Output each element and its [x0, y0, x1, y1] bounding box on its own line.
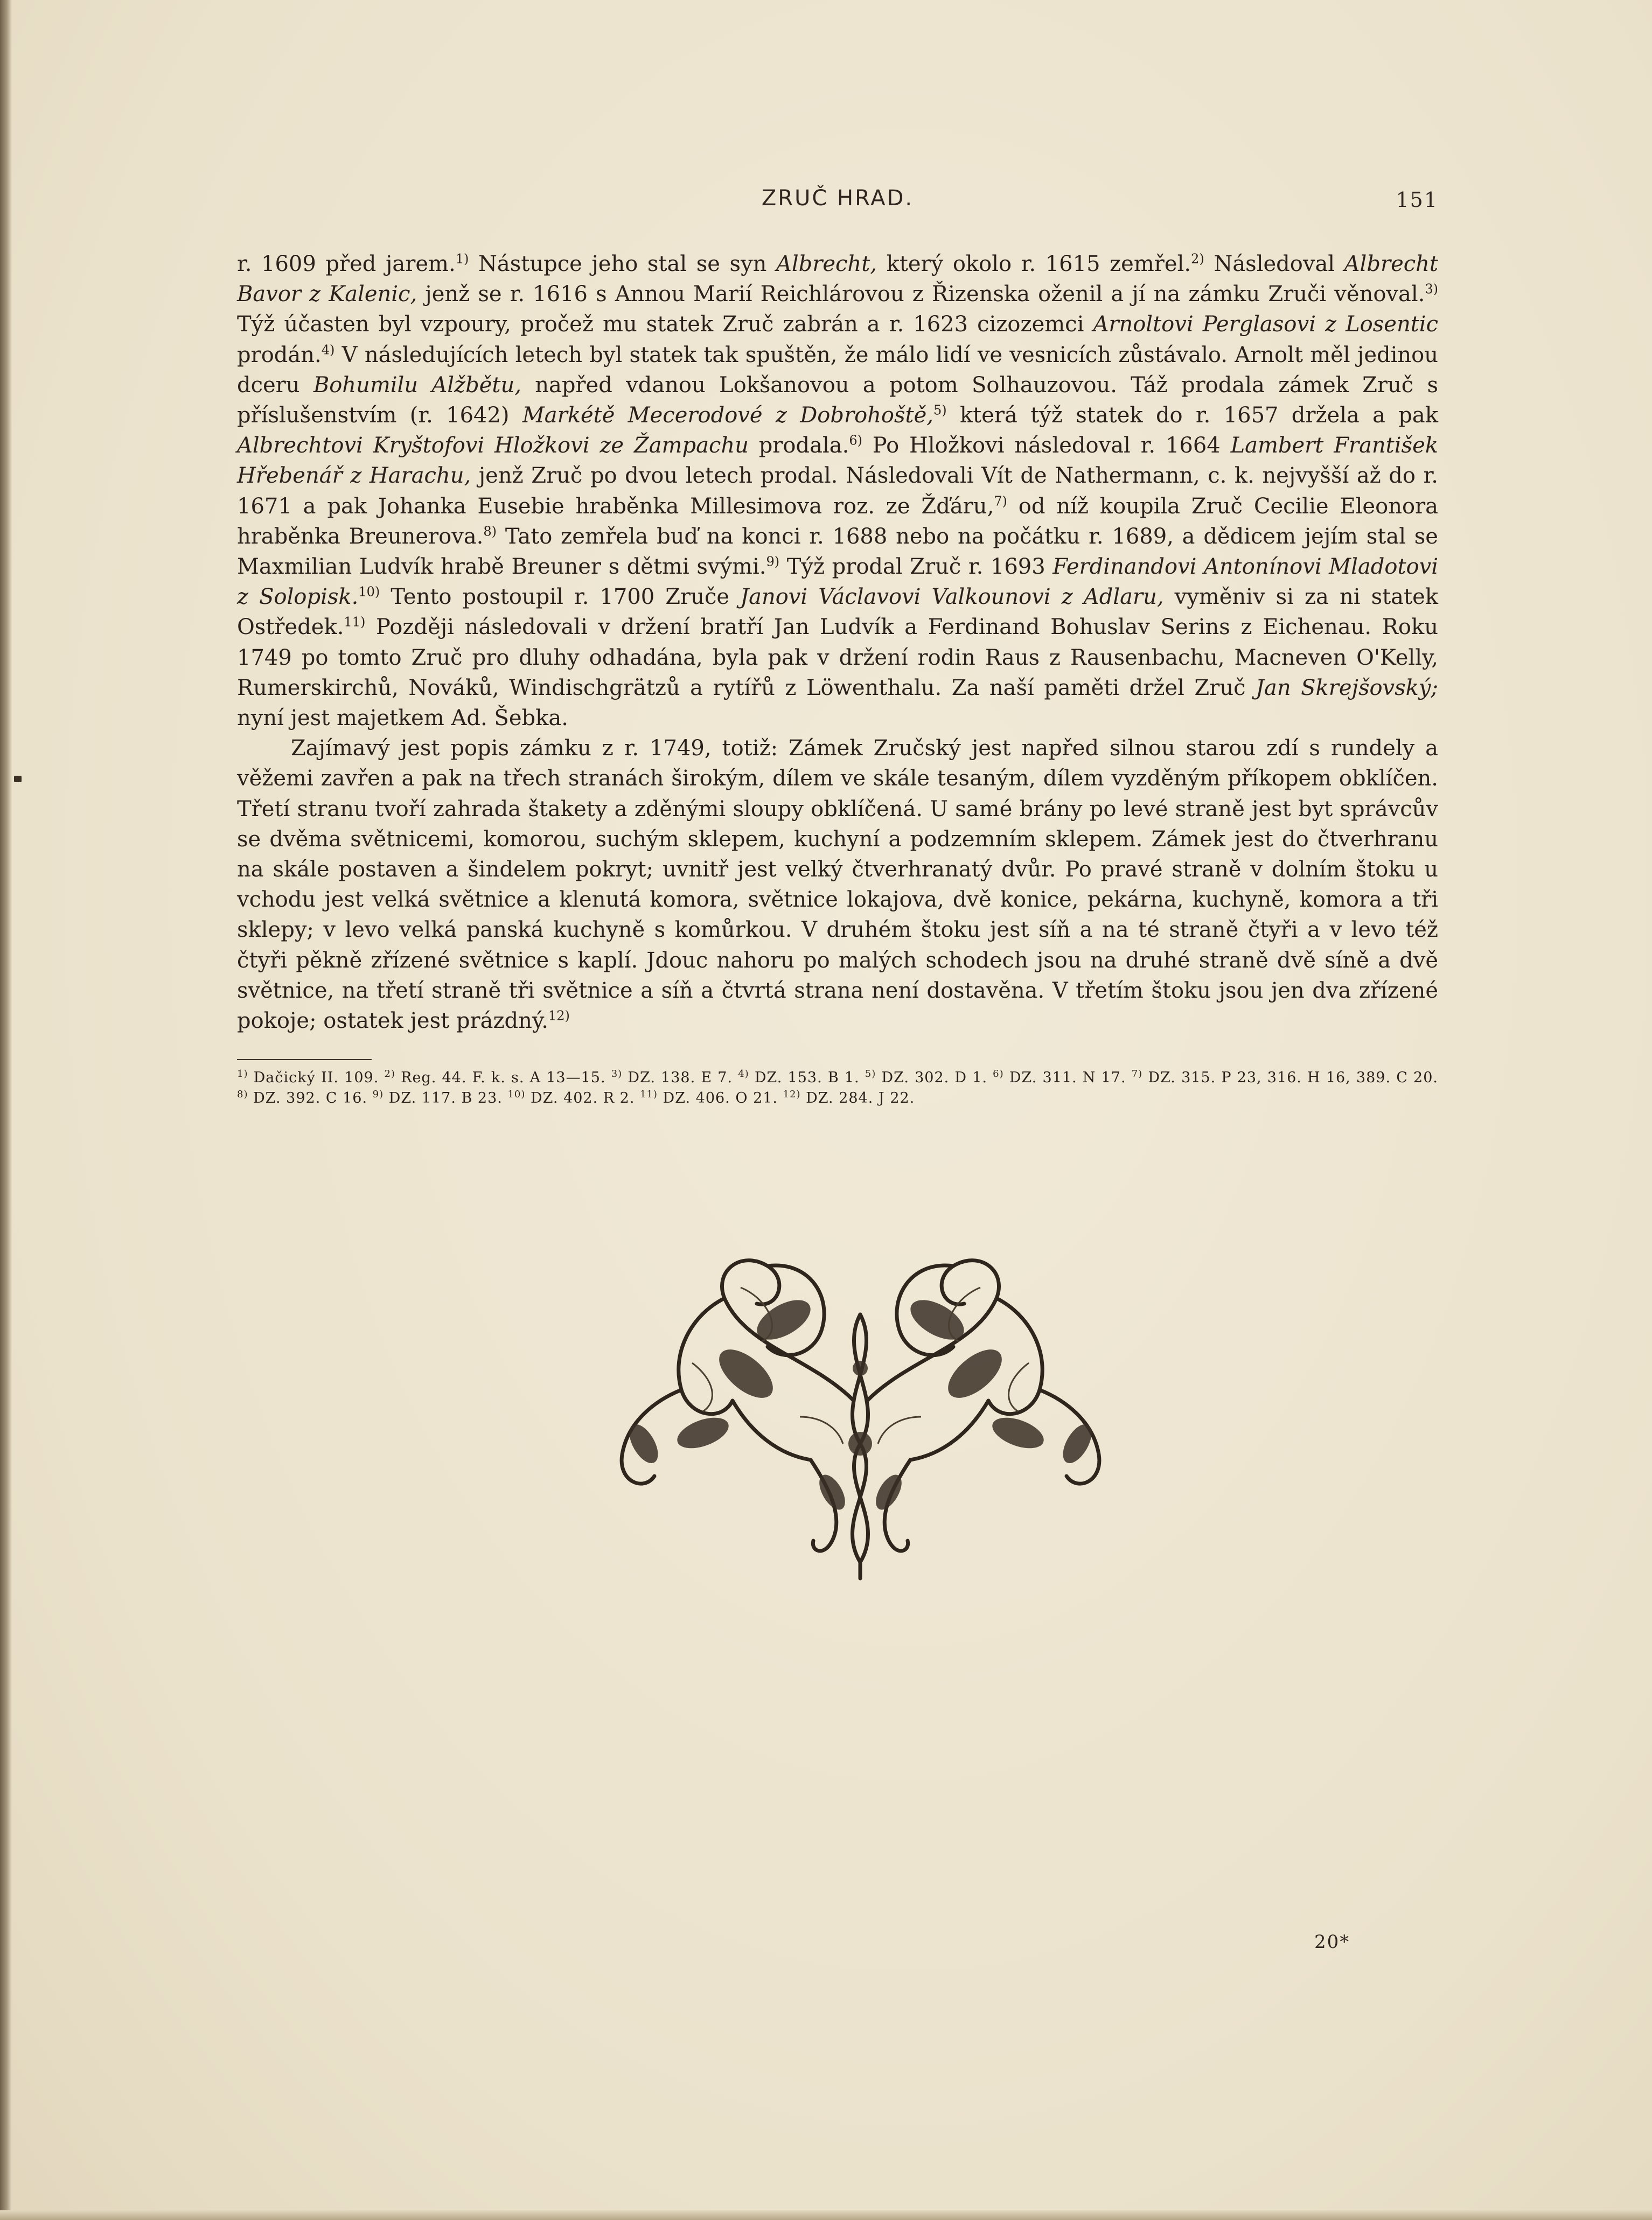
footnote-ref: 5) — [933, 402, 947, 418]
footnote-ref: 8) — [483, 524, 497, 539]
footnote-number: 6) — [993, 1068, 1004, 1080]
footnote-ref: 1) — [455, 251, 469, 267]
footnote-text: DZ. 153. B 1. — [749, 1069, 865, 1086]
footnote-entry — [237, 1090, 373, 1106]
footnote-text: DZ. 402. R 2. — [525, 1090, 640, 1106]
footnote-number: 2) — [384, 1068, 395, 1080]
footnote-ref: 10) — [358, 584, 380, 600]
footnote-entry — [611, 1069, 738, 1086]
footnote-text: DZ. 311. N 17. — [1003, 1069, 1132, 1086]
italic-name: Albrecht, — [776, 252, 877, 276]
footnote-entry — [507, 1090, 640, 1106]
text-run: který okolo r. 1615 zemřel. — [876, 252, 1191, 276]
footnote-number: 8) — [237, 1089, 248, 1100]
footnote-entry — [783, 1090, 915, 1106]
footnote-entry — [384, 1069, 611, 1086]
italic-name: Albrechtovi Kryštofovi Hložkovi ze Žampachu — [237, 433, 749, 458]
text-run: r. 1609 před jarem. — [237, 252, 456, 276]
footnote-text: DZ. 117. B 23. — [384, 1090, 508, 1106]
italic-name: Janovi Václavovi Valkounovi z Adlaru, — [740, 584, 1164, 610]
text-run: od níž koupila Zruč Cecilie Eleonora hraběnka Breunerova. — [237, 493, 1439, 549]
text-run: Po Hložkovi následoval r. 1664 — [862, 433, 1231, 458]
paragraph-castle-description — [237, 733, 1438, 1036]
footnote-entry — [738, 1069, 865, 1086]
footnote-ref: 3) — [1425, 281, 1439, 297]
text-run: Tato zemřela buď na konci r. 1688 nebo na počátku r. 1689, a dědicem jejím stal se Maxmilian Ludvík hrabě Breuner s dětmi svými. — [237, 524, 1438, 580]
footnote-entry — [373, 1090, 508, 1106]
footnote-entry — [640, 1090, 783, 1106]
footnote-number: 11) — [640, 1089, 658, 1100]
text-run: Nástupce jeho stal se syn — [469, 252, 776, 276]
italic-name: Albrecht Bavor z Kalenic, — [237, 252, 1438, 307]
text-run: jenž Zruč po dvou letech prodal. Následovali Vít de Nathermann, c. k. nejvyšší až do r. 1671 a pak Johanka Eusebie hraběnka Millesimova roz. ze Žďáru, — [237, 463, 1438, 519]
text-run: prodán. — [237, 342, 322, 367]
floral-vignette-icon — [606, 1239, 1115, 1584]
footnote-ref: 2) — [1191, 251, 1204, 267]
footnote-entry — [1132, 1069, 1438, 1086]
footnote-entry — [865, 1069, 993, 1086]
text-run: nyní jest majetkem Ad. Šebka. — [237, 706, 568, 731]
footnote-text: DZ. 392. C 16. — [248, 1090, 373, 1106]
footnote-number: 10) — [507, 1089, 526, 1100]
text-run: Zajímavý jest popis zámku z r. 1749, totiž: Zámek Zručský jest napřed silnou starou zdí s rundely a věžemi zavřen a pak na třech stranách širokým, dílem ve skále tesaným, dílem vyzděným příkopem obklíčen. Třetí stranu tvoří zahrada štakety a zděnými sloupy obklíčená. U samé brány po levé straně jest byt správcův se dvěma světnicemi, komorou, suchým sklepem, kuchyní a podzemním sklepem. Zámek jest do čtverhranu na skále postaven a šindelem pokryt; uvnitř jest velký čtverhranatý dvůr. Po pravé straně v dolním štoku u vchodu jest velká světnice a klenutá komora, světnice lokajova, dvě konice, pekárna, kuchyně, komora a tři sklepy; v levo velká panská kuchyně s komůrkou. V druhém štoku jest síň a na té straně čtyři a v levo též čtyři pěkně zřízené světnice s kaplí. Jdouc nahoru po malých schodech jsou na druhé straně dvě síně a dvě světnice, na třetí straně tři světnice a síň a čtvrtá strana není dostavěna. V třetím štoku jsou jen dva zřízené pokoje; ostatek jest prázdný. — [237, 736, 1438, 1034]
footnote-ref: 6) — [849, 433, 862, 448]
footnote-ref: 11) — [344, 615, 366, 630]
footnote-number: 3) — [611, 1068, 623, 1080]
footnote-ref: 12) — [548, 1008, 570, 1024]
italic-name: Jan Skrejšovský; — [1255, 675, 1438, 700]
page-bottom-edge — [0, 2210, 1652, 2220]
text-run: Týž účasten byl vzpoury, pročež mu statek Zruč zabrán a r. 1623 cizozemci — [237, 312, 1093, 337]
footnotes — [237, 1068, 1438, 1109]
text-run: napřed vdanou Lokšanovou a potom Solhauzovou. Táž prodala zámek Zruč s příslušenstvím (r. 1642) — [237, 372, 1438, 428]
running-title: ZRUČ HRAD. — [761, 186, 914, 211]
footnote-number: 4) — [738, 1068, 749, 1080]
margin-mark — [14, 776, 22, 782]
footnote-rule — [237, 1059, 372, 1060]
footnote-text: DZ. 284. J 22. — [800, 1090, 915, 1106]
footnote-number: 5) — [865, 1068, 876, 1080]
paragraph-history — [237, 249, 1438, 733]
footnote-number: 9) — [372, 1089, 384, 1100]
main-text — [237, 249, 1438, 1036]
footnote-entry — [993, 1069, 1132, 1086]
page-number: 151 — [1396, 188, 1438, 212]
italic-name: Bohumilu Alžbětu, — [313, 372, 521, 398]
italic-name: Ferdinandovi Antonínovi Mladotovi z Solopisk. — [237, 554, 1439, 610]
text-run: prodala. — [748, 433, 849, 458]
book-spine-edge — [0, 0, 12, 2220]
footnote-ref: 7) — [994, 493, 1007, 509]
italic-name: Lambert František Hřebenář z Harachu, — [237, 433, 1438, 489]
footnote-text: DZ. 138. E 7. — [622, 1069, 738, 1086]
italic-name: Arnoltovi Perglasovi z Losentic — [1093, 312, 1438, 337]
footnote-text: Dačický II. 109. — [248, 1069, 385, 1086]
footnote-entry — [237, 1069, 384, 1086]
text-run: V následujících letech byl statek tak spuštěn, že málo lidí ve vesnicích zůstávalo. Arnolt měl jedinou dceru — [237, 342, 1438, 398]
footnote-ref: 9) — [766, 554, 780, 569]
page-header — [237, 186, 1438, 218]
footnote-text: DZ. 315. P 23, 316. H 16, 389. C 20. — [1142, 1069, 1438, 1086]
text-run: vyměniv si za ni statek Ostředek. — [237, 584, 1439, 640]
text-run: jenž se r. 1616 s Annou Marií Reichlárovou z Řizenska oženil a jí na zámku Zruči věnoval. — [417, 282, 1425, 307]
footnote-number: 1) — [237, 1068, 248, 1080]
text-run: Později následovali v držení bratří Jan Ludvík a Ferdinand Bohuslav Serins z Eichenau. Roku 1749 po tomto Zruč pro dluhy odhadána, byla pak v držení rodin Raus z Rausenbachu, Macneven O'Kelly, Rumerskirchů, Nováků, Windischgrätzů a rytířů z Löwenthalu. Za naší paměti držel Zruč — [237, 615, 1438, 700]
footnote-text: DZ. 406. O 21. — [657, 1090, 783, 1106]
footnote-number: 12) — [783, 1089, 801, 1100]
printer-signature-mark: 20* — [1314, 1931, 1350, 1953]
text-run: která týž statek do r. 1657 držela a pak — [946, 403, 1438, 428]
text-run: Tento postoupil r. 1700 Zruče — [380, 584, 741, 610]
text-run: Týž prodal Zruč r. 1693 — [779, 554, 1053, 580]
footnote-number: 7) — [1131, 1068, 1143, 1080]
footnote-text: DZ. 302. D 1. — [876, 1069, 993, 1086]
italic-name: Markétě Mecerodové z Dobrohoště, — [522, 403, 934, 428]
text-run: Následoval — [1204, 252, 1344, 276]
footnote-text: Reg. 44. F. k. s. A 13—15. — [395, 1069, 611, 1086]
footnote-ref: 4) — [321, 342, 335, 358]
